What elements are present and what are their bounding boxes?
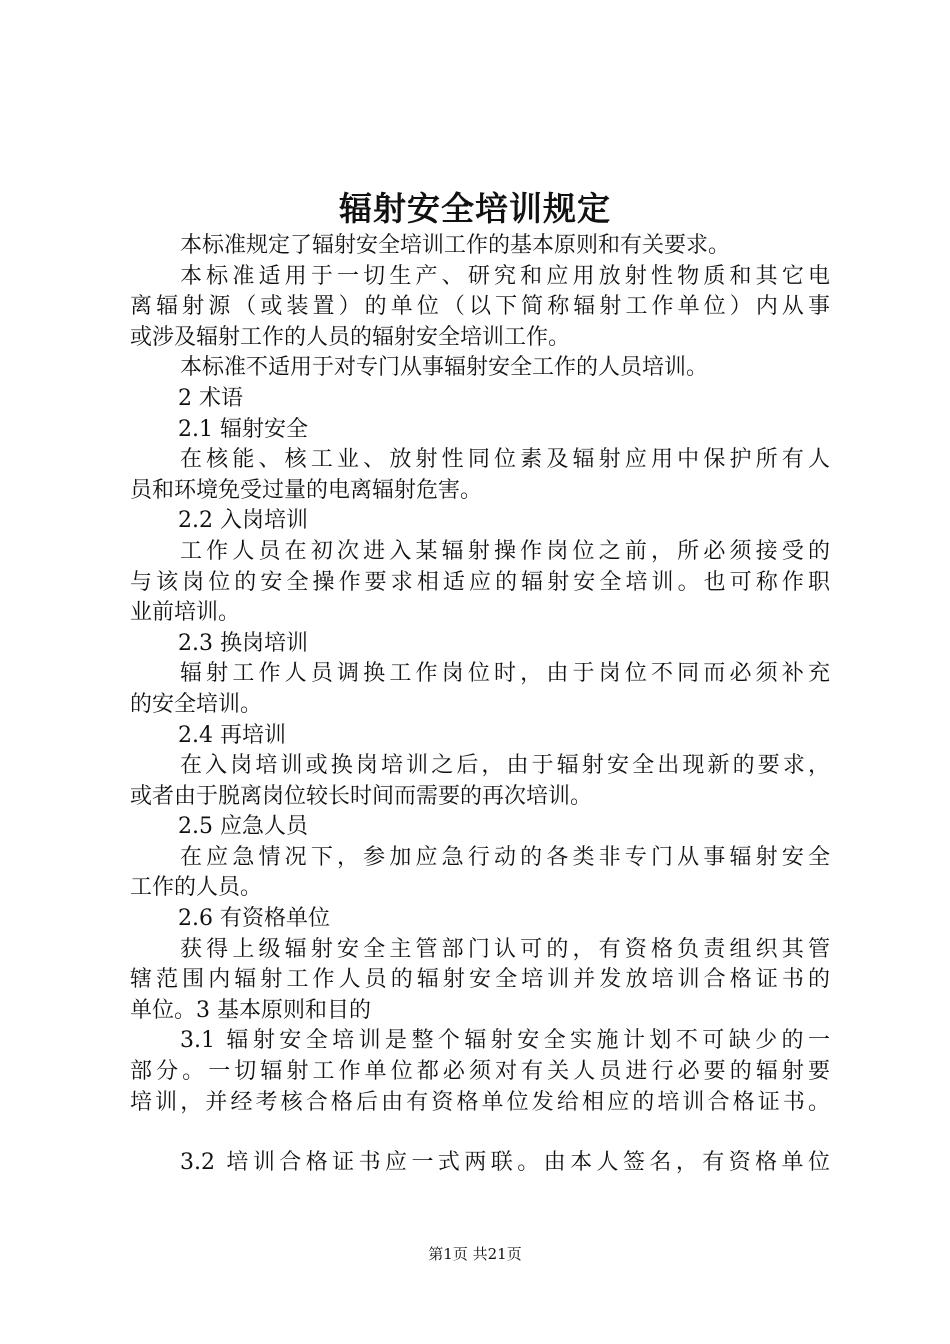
paragraph-line: 在核能、核工业、放射性同位素及辐射应用中保护所有人 — [180, 447, 830, 473]
paragraph-line: 离辐射源（或装置）的单位（以下简称辐射工作单位）内从事 — [130, 294, 830, 320]
paragraph-line: 本标准适用于一切生产、研究和应用放射性物质和其它电 — [180, 263, 830, 289]
section-heading: 2.2 入岗培训 — [178, 508, 308, 534]
document-title: 辐射安全培训规定 — [339, 189, 611, 228]
section-heading: 2.1 辐射安全 — [178, 416, 308, 442]
paragraph-line: 辐射工作人员调换工作岗位时，由于岗位不同而必须补充 — [180, 661, 830, 687]
paragraph-line: 培训，并经考核合格后由有资格单位发给相应的培训合格证书。 — [130, 1089, 830, 1115]
paragraph-line: 3.1 辐射安全培训是整个辐射安全实施计划不可缺少的一 — [180, 1028, 830, 1054]
paragraph-line: 员和环境免受过量的电离辐射危害。 — [130, 477, 483, 503]
paragraph-line: 3.2 培训合格证书应一式两联。由本人签名，有资格单位 — [180, 1150, 830, 1176]
paragraph-line: 业前培训。 — [130, 600, 241, 626]
paragraph-line: 的安全培训。 — [130, 691, 263, 717]
page-footer: 第1页 共21页 — [428, 1245, 522, 1263]
section-heading: 2.6 有资格单位 — [178, 906, 330, 932]
paragraph-line: 或者由于脱离岗位较长时间而需要的再次培训。 — [130, 783, 593, 809]
paragraph-line: 工作的人员。 — [130, 875, 263, 901]
section-heading: 2 术语 — [178, 385, 243, 411]
section-heading: 2.3 换岗培训 — [178, 630, 308, 656]
paragraph-line: 单位。3 基本原则和目的 — [130, 997, 371, 1023]
paragraph-line: 本标准规定了辐射安全培训工作的基本原则和有关要求。 — [180, 233, 731, 258]
section-heading: 2.4 再培训 — [178, 722, 286, 748]
paragraph-line: 在应急情况下，参加应急行动的各类非专门从事辐射安全 — [180, 844, 830, 870]
paragraph-line: 与该岗位的安全操作要求相适应的辐射安全培训。也可称作职 — [130, 569, 830, 595]
paragraph-line: 辖范围内辐射工作人员的辐射安全培训并发放培训合格证书的 — [130, 967, 830, 993]
paragraph-line: 工作人员在初次进入某辐射操作岗位之前，所必须接受的 — [180, 538, 830, 564]
section-heading: 2.5 应急人员 — [178, 814, 308, 840]
paragraph-line: 部分。一切辐射工作单位都必须对有关人员进行必要的辐射要 — [130, 1059, 830, 1085]
paragraph-line: 或涉及辐射工作的人员的辐射安全培训工作。 — [130, 324, 571, 350]
paragraph-line: 在入岗培训或换岗培训之后，由于辐射安全出现新的要求， — [180, 753, 830, 779]
paragraph-line: 本标准不适用于对专门从事辐射安全工作的人员培训。 — [180, 355, 709, 381]
paragraph-line: 获得上级辐射安全主管部门认可的，有资格负责组织其管 — [180, 936, 830, 962]
document-body — [130, 231, 830, 1179]
